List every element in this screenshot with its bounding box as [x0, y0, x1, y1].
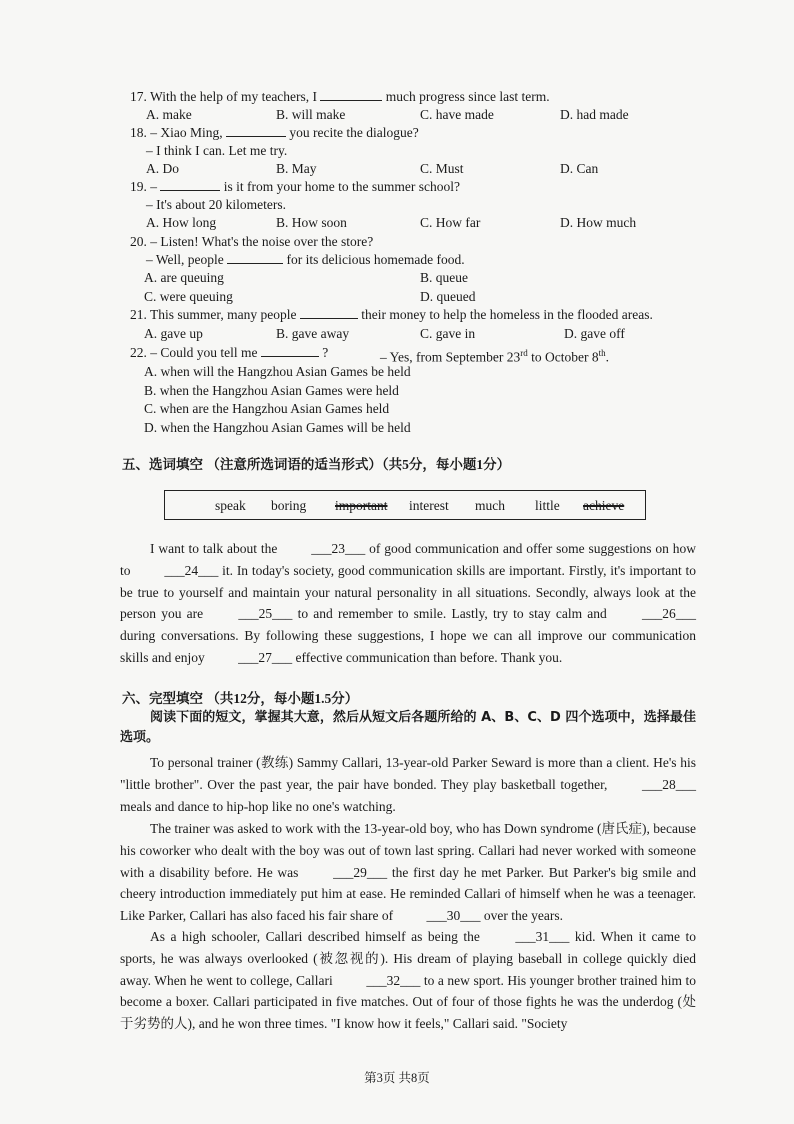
- question-19-stem: [130, 178, 460, 196]
- option-c: C. Must: [420, 161, 464, 176]
- option-c: C. were queuing: [144, 289, 233, 304]
- numbered-blank: ___30___: [426, 908, 481, 924]
- option-a: A. Do: [146, 161, 179, 176]
- passage-text: of good communication and offer some suggestions on how to: [120, 541, 697, 578]
- blank-number: 32: [386, 972, 401, 988]
- reply-text: for its delicious homemade food.: [286, 252, 465, 267]
- passage-text: to and remember to smile. Lastly, try to stay calm and: [297, 606, 607, 622]
- option-d: D. when the Hangzhou Asian Games will be held: [144, 420, 411, 435]
- passage-text: To personal trainer (教练) Sammy Callari, 13-year-old Parker Seward is more than a client. He's his "little brother". Over the past year, the pair have bonded. They play basketball together,: [120, 755, 696, 792]
- numbered-blank: ___27___: [238, 649, 293, 665]
- blank-number: 29: [353, 864, 367, 880]
- stem-text: you recite the dialogue?: [289, 125, 419, 140]
- question-22-stem: [130, 344, 328, 362]
- option-c: C. have made: [420, 107, 494, 122]
- question-number: 20.: [130, 234, 147, 249]
- numbered-blank: ___25___: [238, 606, 293, 622]
- option-b: B. when the Hangzhou Asian Games were held: [144, 383, 399, 398]
- word-bank-item: boring: [271, 498, 307, 513]
- word-bank-item-crossed: important: [335, 498, 388, 513]
- question-22-answer: [380, 344, 609, 367]
- stem-text: much progress since last term.: [385, 89, 550, 104]
- reply-text: – Well, people: [146, 252, 224, 267]
- numbered-blank: ___23___: [311, 541, 366, 556]
- word-bank-box: [164, 490, 646, 520]
- word-bank-item: little: [535, 498, 560, 513]
- question-17-stem: [130, 88, 550, 106]
- question-20-reply: [146, 251, 465, 269]
- section-6-instruction: 阅读下面的短文，掌握其大意，然后从短文后各题所给的 A、B、C、D 四个选项中，选择最佳选项。: [120, 710, 696, 745]
- option-d: D. had made: [560, 107, 629, 122]
- option-d: D. queued: [420, 289, 476, 304]
- option-b: B. will make: [276, 107, 346, 122]
- blank-number: 30: [446, 908, 461, 924]
- passage-text: over the years.: [483, 908, 563, 924]
- stem-text: their money to help the homeless in the flooded areas.: [361, 307, 653, 322]
- question-number: 19.: [130, 179, 147, 194]
- question-18-stem: [130, 124, 419, 142]
- option-c: C. How far: [420, 215, 481, 230]
- numbered-blank: ___26___: [642, 606, 696, 622]
- passage-text: during conversations. By following these suggestions, I hope we can all improve our communication skills and enjoy: [120, 628, 696, 665]
- question-20-stem: [130, 233, 373, 251]
- numbered-blank: ___24___: [164, 562, 219, 578]
- passage-text: effective communication than before. Thank you.: [295, 649, 563, 665]
- blank-number: 24: [184, 562, 199, 578]
- section-5-heading: 五、选词填空 （注意所选词语的适当形式）（共5分，每小题1分）: [122, 457, 511, 472]
- cloze-paragraph-1: [120, 752, 696, 817]
- stem-text: This summer, many people: [150, 307, 297, 322]
- option-d: D. gave off: [564, 326, 625, 341]
- answer-blank: [160, 178, 220, 191]
- page-footer: 第3页 共8页: [364, 1071, 430, 1085]
- stem-text: – Xiao Ming,: [150, 125, 223, 140]
- answer-text: to October 8: [527, 349, 599, 365]
- word-bank-item: much: [475, 498, 505, 513]
- option-c: C. gave in: [420, 326, 476, 341]
- blank-number: 23: [331, 541, 345, 556]
- answer-blank: [261, 344, 319, 357]
- blank-number: 28: [662, 776, 676, 792]
- question-19-reply: – It's about 20 kilometers.: [146, 197, 287, 212]
- question-number: 21.: [130, 307, 147, 322]
- passage-text: the first day he met Parker. But Parker's big smile and cheery introduction immediately put him at ease. He reminded Callari of himself when he was a teenager. Like Parker, Callari has also faced his fair share of: [120, 864, 697, 924]
- blank-number: 26: [662, 606, 676, 622]
- option-d: D. Can: [560, 161, 599, 176]
- blank-number: 27: [258, 649, 272, 665]
- option-a: A. are queuing: [144, 270, 224, 285]
- passage-text: kid. When it came to sports, he was always overlooked (被忽视的). His dream of playing baseball in college quickly died away. When he went to college, Callari: [120, 929, 696, 988]
- word-bank-item: interest: [409, 498, 449, 513]
- question-21-stem: [130, 306, 653, 324]
- stem-text: – Could you tell me: [150, 345, 258, 360]
- blank-number: 31: [535, 929, 550, 944]
- option-a: A. make: [146, 107, 192, 122]
- question-number: 17.: [130, 89, 147, 104]
- passage-text: meals and dance to hip-hop like no one's watching.: [120, 798, 396, 814]
- blank-number: 25: [258, 606, 273, 622]
- answer-blank: [227, 251, 283, 264]
- answer-text: – Yes, from September 23: [380, 349, 521, 365]
- option-b: B. May: [276, 161, 317, 176]
- passage-text: The trainer was asked to work with the 13-year-old boy, who has Down syndrome (唐氏症), because his coworker who dealt with the boy was out of town last spring. Callari had never worked with someone with a disability before. He was: [120, 821, 696, 880]
- answer-blank: [320, 88, 382, 101]
- numbered-blank: ___28___: [642, 776, 696, 792]
- numbered-blank: ___29___: [333, 864, 388, 880]
- stem-text: –: [150, 179, 157, 194]
- cloze-paragraph-3: [120, 926, 696, 1035]
- passage-text: I want to talk about the: [150, 541, 278, 556]
- ordinal-suffix: rd: [520, 348, 528, 358]
- stem-text: With the help of my teachers, I: [150, 89, 318, 104]
- section-5-passage: [120, 538, 696, 669]
- option-a: A. How long: [146, 215, 217, 230]
- numbered-blank: ___31___: [515, 929, 570, 944]
- word-bank-item-crossed: achieve: [583, 498, 625, 513]
- option-b: B. How soon: [276, 215, 347, 230]
- stem-text: ?: [322, 345, 329, 360]
- stem-text: – Listen! What's the noise over the store?: [150, 234, 374, 249]
- option-b: B. gave away: [276, 326, 350, 341]
- section-6-heading: 六、完型填空 （共12分，每小题1.5分）: [122, 691, 359, 706]
- ordinal-suffix: th: [598, 348, 606, 358]
- question-number: 22.: [130, 345, 147, 360]
- option-a: A. gave up: [144, 326, 203, 341]
- answer-blank: [300, 306, 358, 319]
- option-b: B. queue: [420, 270, 468, 285]
- answer-blank: [226, 124, 286, 137]
- passage-text: to a new sport. His younger brother trained him to become a boxer. Callari participated in five matches. Out of four of those fights he was the underdog (处于劣势的人), and he won three times. "I know how it feels," Callari said. "Society: [120, 972, 697, 1032]
- stem-text: is it from your home to the summer school?: [223, 179, 460, 194]
- passage-text: As a high schooler, Callari described himself as being the: [150, 929, 480, 944]
- cloze-paragraph-2: [120, 818, 696, 927]
- option-d: D. How much: [560, 215, 637, 230]
- numbered-blank: ___32___: [366, 972, 421, 988]
- word-bank-item: speak: [215, 498, 246, 513]
- passage-text: it. In today's society, good communication skills are important. Firstly, it's important to be true to yourself and maintain your natural personality in all situations. Secondly, always look at the person you are: [120, 562, 697, 622]
- question-18-reply: – I think I can. Let me try.: [146, 143, 288, 158]
- answer-text: .: [605, 349, 609, 365]
- question-number: 18.: [130, 125, 147, 140]
- option-c: C. when are the Hangzhou Asian Games held: [144, 401, 390, 416]
- option-a: A. when will the Hangzhou Asian Games be held: [144, 364, 411, 379]
